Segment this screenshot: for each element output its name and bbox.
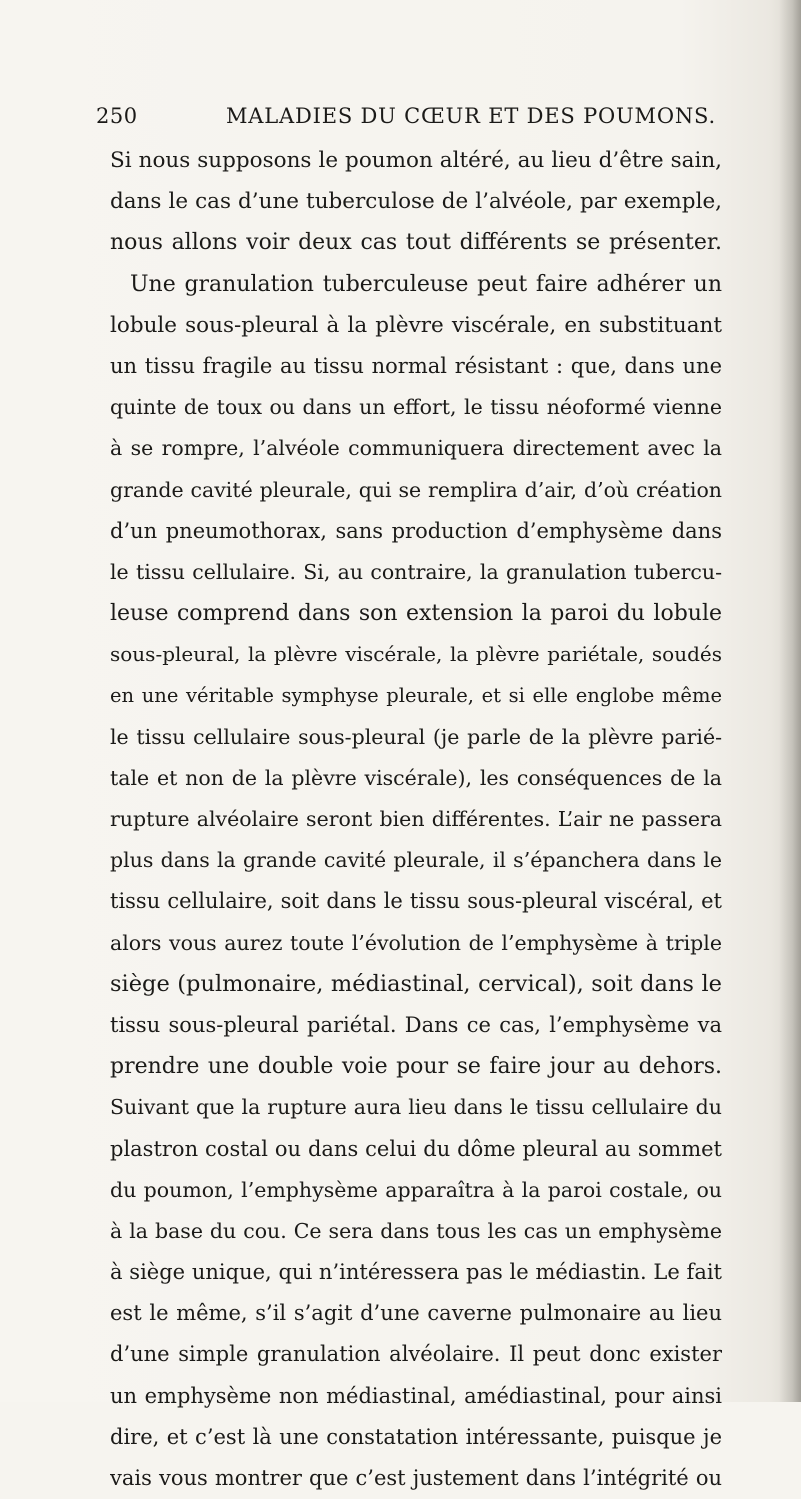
text-line: à se rompre, l’alvéole communiquera directement avec la [110, 436, 722, 461]
text-line: Si nous supposons le poumon altéré, au lieu d’être sain, [110, 148, 722, 173]
text-line: prendre une double voie pour se faire jour au dehors. [110, 1054, 722, 1080]
text-line: quinte de toux ou dans un effort, le tissu néoformé vienne [110, 395, 722, 420]
text-line: du poumon, l’emphysème apparaîtra à la paroi costale, ou [110, 1177, 722, 1202]
text-line: dans le cas d’une tuberculose de l’alvéole, par exemple, [110, 189, 722, 215]
text-line: dire, et c’est là une constatation intéressante, puisque je [110, 1424, 722, 1449]
text-line: alors vous aurez toute l’évolution de l’emphysème à triple [110, 930, 722, 955]
text-line: lobule sous-pleural à la plèvre viscérale, en substituant [110, 312, 722, 338]
text-line: un emphysème non médiastinal, amédiastinal, pour ainsi [110, 1383, 722, 1408]
running-head [96, 104, 716, 134]
text-line: nous allons voir deux cas tout différents se présenter. [110, 230, 722, 256]
text-line: d’un pneumothorax, sans production d’emphysème dans [110, 518, 722, 543]
text-line: siège (pulmonaire, médiastinal, cervical), soit dans le [110, 970, 722, 997]
text-line: un tissu fragile au tissu normal résistant : que, dans une [110, 353, 722, 378]
text-line: le tissu cellulaire. Si, au contraire, la granulation tubercu- [110, 559, 722, 584]
running-title: MALADIES DU CŒUR ET DES POUMONS. [226, 104, 716, 128]
text-line: Une granulation tuberculeuse peut faire adhérer un [130, 271, 722, 297]
text-line: rupture alvéolaire seront bien différentes. L’air ne passera [110, 807, 722, 831]
body-text [110, 140, 722, 1499]
text-line: grande cavité pleurale, qui se remplira d’air, d’où création [110, 477, 722, 502]
text-line: le tissu cellulaire sous-pleural (je parle de la plèvre parié- [110, 724, 722, 749]
text-line: leuse comprend dans son extension la paroi du lobule [110, 601, 722, 627]
text-line: tissu sous-pleural pariétal. Dans ce cas, l’emphysème va [110, 1012, 722, 1037]
text-line: à la base du cou. Ce sera dans tous les cas un emphysème [110, 1218, 722, 1243]
text-line: plastron costal ou dans celui du dôme pleural au sommet [110, 1136, 722, 1161]
text-line: plus dans la grande cavité pleurale, il s’épanchera dans le [110, 848, 722, 873]
text-line: Suivant que la rupture aura lieu dans le tissu cellulaire du [110, 1095, 722, 1120]
text-line: est le même, s’il s’agit d’une caverne pulmonaire au lieu [110, 1301, 722, 1326]
text-line: à siège unique, qui n’intéressera pas le médiastin. Le fait [110, 1260, 722, 1285]
page-edge-shadow [779, 0, 801, 1402]
text-line: sous-pleural, la plèvre viscérale, la plèvre pariétale, soudés [110, 642, 722, 667]
text-line: tissu cellulaire, soit dans le tissu sous-pleural viscéral, et [110, 889, 722, 914]
page-number: 250 [96, 104, 138, 128]
text-line: d’une simple granulation alvéolaire. Il peut donc exister [110, 1342, 722, 1367]
text-line: en une véritable symphyse pleurale, et si elle englobe même [110, 684, 722, 708]
text-line: vais vous montrer que c’est justement dans l’intégrité ou [110, 1466, 722, 1490]
text-line: tale et non de la plèvre viscérale), les conséquences de la [110, 765, 722, 790]
